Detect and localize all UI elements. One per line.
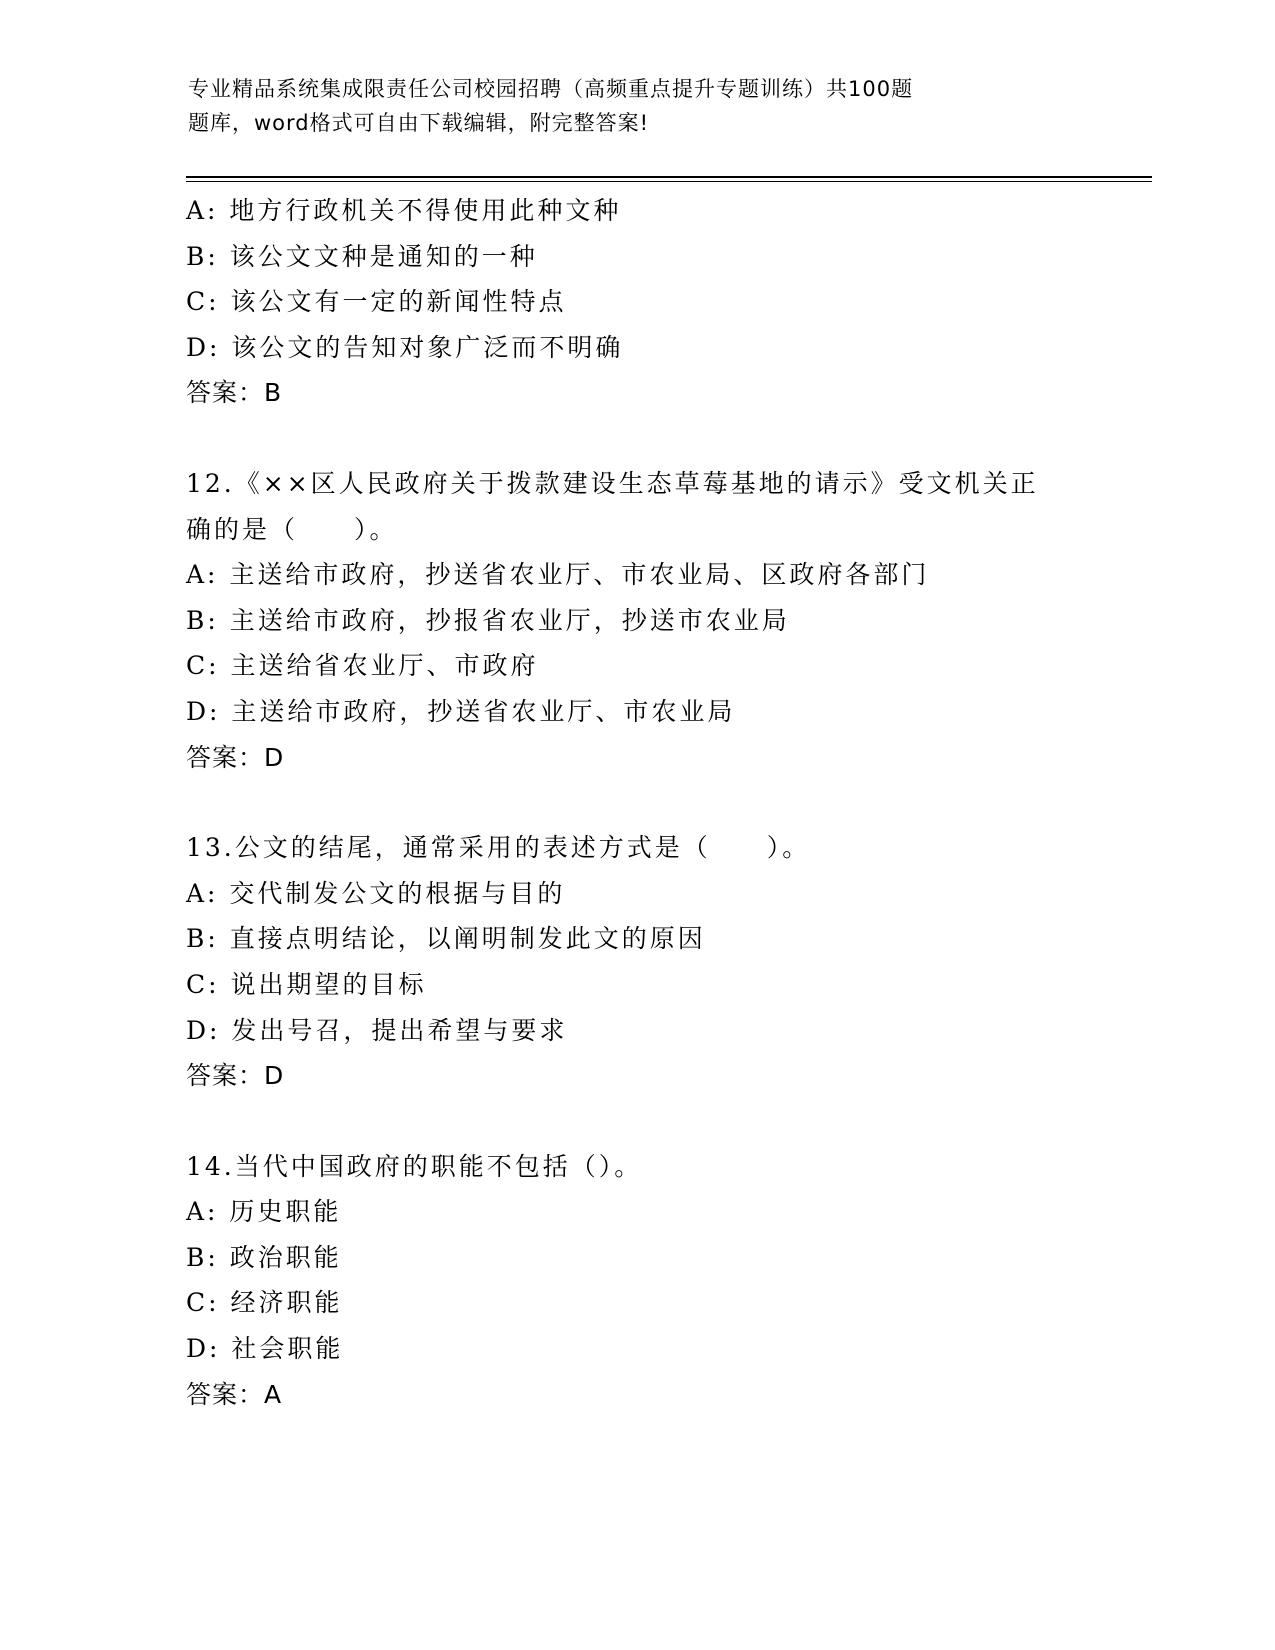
question-12 [186, 461, 1106, 780]
answer-line: 答案：A [186, 1379, 283, 1409]
option-d: D: 该公文的告知对象广泛而不明确 [186, 332, 624, 362]
header-title-line-1: 专业精品系统集成限责任公司校园招聘（高频重点提升专题训练）共100题 [188, 77, 914, 101]
option-d: D: 社会职能 [186, 1334, 344, 1364]
answer-line: 答案：B [186, 378, 283, 408]
header-divider [186, 176, 1152, 182]
question-stem: 14.当代中国政府的职能不包括（）。 [186, 1151, 643, 1181]
option-b: B: 该公文文种是通知的一种 [186, 241, 538, 271]
question-stem-continued: 确的是（ ）。 [186, 514, 398, 544]
option-a: A: 地方行政机关不得使用此种文种 [186, 196, 622, 225]
option-c: C: 主送给省农业厅、市政府 [186, 651, 539, 681]
question-stem: 12.《××区人民政府关于拨款建设生态草莓基地的请示》受文机关正 [186, 468, 1039, 498]
option-d: D: 主送给市政府，抄送省农业厅、市农业局 [186, 696, 736, 726]
option-a: A: 交代制发公文的根据与目的 [186, 878, 566, 908]
option-a: A: 主送给市政府，抄送省农业厅、市农业局、区政府各部门 [186, 560, 930, 590]
document-body [186, 188, 1106, 1462]
page-header [188, 72, 1088, 140]
question-14 [186, 1144, 1106, 1418]
option-c: C: 说出期望的目标 [186, 969, 427, 999]
question-11-continued [186, 188, 1106, 416]
option-b: B: 直接点明结论，以阐明制发此文的原因 [186, 924, 706, 954]
option-b: B: 政治职能 [186, 1242, 342, 1272]
answer-line: 答案：D [186, 742, 285, 772]
option-c: C: 经济职能 [186, 1288, 343, 1318]
option-d: D: 发出号召，提出希望与要求 [186, 1015, 568, 1045]
answer-line: 答案：D [186, 1061, 285, 1091]
question-13 [186, 825, 1106, 1099]
question-stem: 13.公文的结尾，通常采用的表述方式是（ ）。 [186, 833, 811, 863]
header-title-line-2: 题库，word格式可自由下载编辑，附完整答案! [188, 111, 650, 135]
option-c: C: 该公文有一定的新闻性特点 [186, 287, 567, 317]
option-b: B: 主送给市政府，抄报省农业厅，抄送市农业局 [186, 605, 790, 635]
option-a: A: 历史职能 [186, 1197, 342, 1227]
